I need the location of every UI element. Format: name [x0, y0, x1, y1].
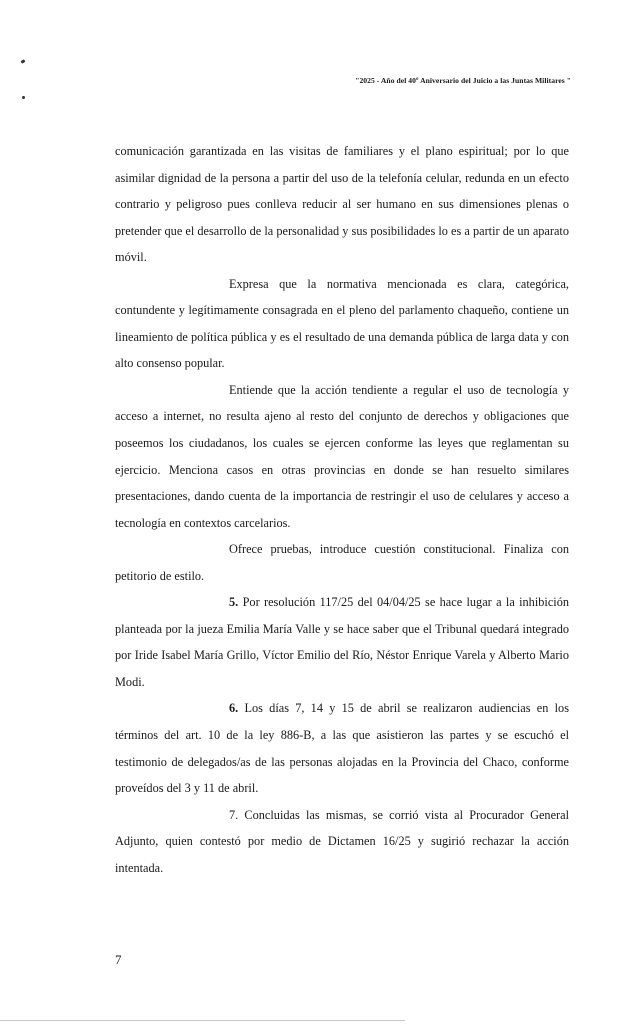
paragraph-text: comunicación garantizada en las visitas de familiares y el plano espiritual; por lo que asimilar dignidad de la persona a partir del uso de la telefonía celular, redunda en un efecto contrario y peligroso pues conlleva reducir al ser humano en sus dimensiones plenas o pretender que el desarrollo de la personalidad y sus posibilidades lo es a partir de un aparato móvil. [115, 144, 569, 265]
paragraph-text: Ofrece pruebas, introduce cuestión constitucional. Finaliza con petitorio de estilo. [115, 542, 569, 583]
paragraph [115, 589, 569, 695]
page-number: 7 [115, 952, 122, 967]
paragraph-text: Los días 7, 14 y 15 de abril se realizaron audiencias en los términos del art. 10 de la ley 886-B, a las que asistieron las partes y se escuchó el testimonio de delegados/as de las personas alojadas en la Provincia del Chaco, conforme proveídos del 3 y 11 de abril. [115, 701, 569, 796]
document-body [115, 138, 569, 881]
paragraph-text: Expresa que la normativa mencionada es clara, categórica, contundente y legítimamente consagrada en el pleno del parlamento chaqueño, contiene un lineamiento de política pública y es el resultado de una demanda pública de larga data y con alto consenso popular. [115, 276, 569, 371]
paragraph-text: Entiende que la acción tendiente a regular el uso de tecnología y acceso a internet, no resulta ajeno al resto del conjunto de derechos y obligaciones que poseemos los ciudadanos, los cuales se ejercen conforme las leyes que reglamentan su ejercicio. Menciona casos en otras provincias en donde se han resuelto similares presentaciones, dando cuenta de la importancia de restringir el uso de celulares y acceso a tecnología en contextos carcelarios. [115, 382, 569, 530]
scan-mark [22, 96, 25, 99]
paragraph-number: 5. [229, 595, 239, 610]
paragraph [115, 695, 569, 801]
paragraph [115, 271, 569, 377]
paragraph [115, 802, 569, 882]
scan-mark [21, 59, 26, 64]
paragraph [115, 536, 569, 589]
paragraph-text: Por resolución 117/25 del 04/04/25 se hace lugar a la inhibición planteada por la jueza Emilia María Valle y se hace saber que el Tribunal quedará integrado por Iride Isabel María Grillo, Víctor Emilio del Río, Néstor Enrique Varela y Alberto Mario Modi. [115, 595, 569, 689]
paragraph [115, 138, 569, 271]
paragraph [115, 377, 569, 536]
paragraph-number: 6. [229, 701, 239, 716]
scan-edge-line [0, 1020, 405, 1021]
paragraph-text: 7. Concluidas las mismas, se corrió vista al Procurador General Adjunto, quien contestó por medio de Dictamen 16/25 y sugirió rechazar la acción intentada. [115, 807, 569, 875]
header-motto: "2025 - Año del 40º Aniversario del Juicio a las Juntas Militares " [355, 76, 571, 85]
